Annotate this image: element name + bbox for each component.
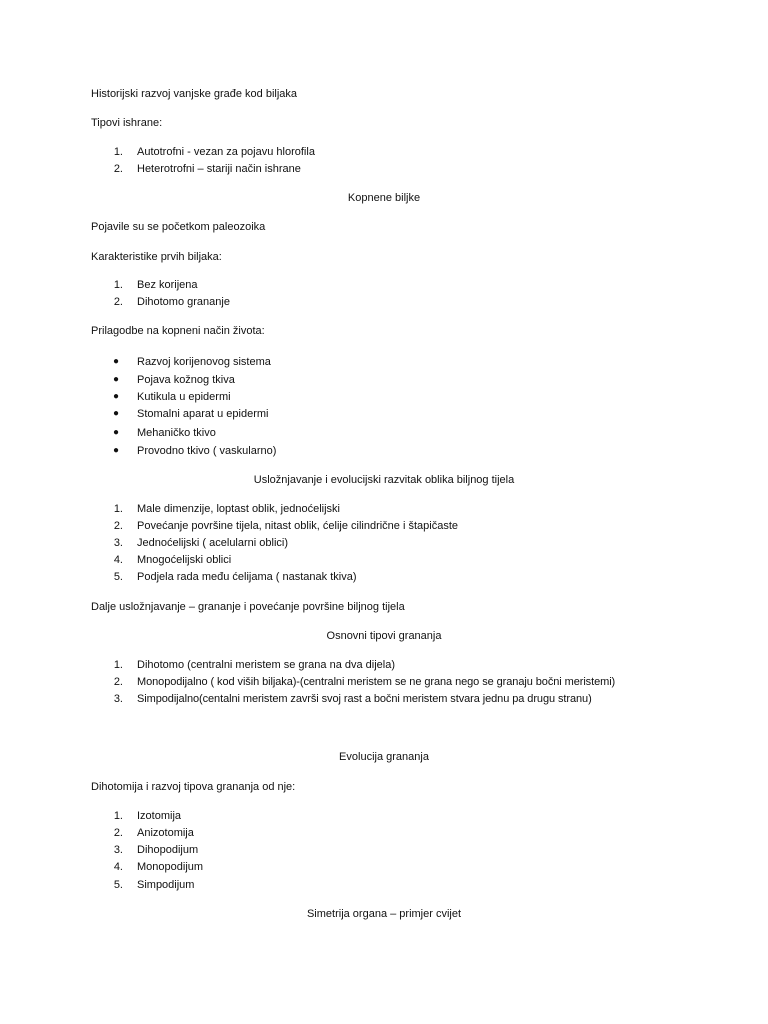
section-heading-symmetry: Simetrija organa – primjer cvijet [306,908,462,920]
list-number: 5. [113,571,123,583]
list-item: Mehaničko tkivo [137,427,216,439]
list-number: 3. [113,693,123,705]
list-item: Anizotomija [137,827,194,839]
list-number: 1. [113,146,123,158]
list-item: Dihotomo (centralni meristem se grana na dva dijela) [137,659,396,671]
bullet-icon: ● [113,356,120,367]
bullet-icon: ● [113,445,120,456]
dichotomy-heading: Dihotomija i razvoj tipova grananja od nje: [91,781,296,793]
list-number: 1. [113,503,123,515]
list-item: Podjela rada među ćelijama ( nastanak tkiva) [137,571,357,583]
bullet-icon: ● [113,391,120,402]
list-item: Pojava kožnog tkiva [137,374,235,386]
bullet-icon: ● [113,408,120,419]
paragraph-appeared: Pojavile su se početkom paleozoika [91,221,266,233]
list-item: Male dimenzije, loptast oblik, jednoćelijski [137,503,340,515]
list-item: Razvoj korijenovog sistema [137,356,271,368]
list-number: 2. [113,296,123,308]
list-item: Bez korijena [137,279,198,291]
nutrition-heading: Tipovi ishrane: [91,117,163,129]
list-item: Dihopodijum [137,844,199,856]
list-item: Jednoćelijski ( acelularni oblici) [137,537,289,549]
list-number: 4. [113,861,123,873]
bullet-icon: ● [113,427,120,438]
list-number: 2. [113,827,123,839]
list-item: Heterotrofni – stariji način ishrane [137,163,301,175]
list-item: Mnogoćelijski oblici [137,554,232,566]
section-heading-branching-types: Osnovni tipovi grananja [326,630,442,642]
list-item: Izotomija [137,810,182,822]
list-item: Dihotomo grananje [137,296,230,308]
paragraph-further-complexity: Dalje usložnjavanje – grananje i povećanje površine biljnog tijela [91,601,405,613]
list-number: 1. [113,279,123,291]
list-number: 4. [113,554,123,566]
list-number: 2. [113,676,123,688]
list-item: Autotrofni - vezan za pojavu hlorofila [137,146,315,158]
list-item: Kutikula u epidermi [137,391,231,403]
list-item: Provodno tkivo ( vaskularno) [137,445,277,457]
document-title: Historijski razvoj vanjske građe kod biljaka [91,88,298,100]
list-item: Monopodijum [137,861,204,873]
list-item: Simpodijalno(centalni meristem završi svoj rast a bočni meristem stvara jednu pa drugu stranu) [137,693,592,705]
list-number: 2. [113,520,123,532]
first-plants-heading: Karakteristike prvih biljaka: [91,251,222,263]
list-item: Povećanje površine tijela, nitast oblik, ćelije cilindrične i štapičaste [137,520,458,532]
list-item: Stomalni aparat u epidermi [137,408,269,420]
list-number: 3. [113,537,123,549]
list-number: 3. [113,844,123,856]
list-item: Simpodijum [137,879,195,891]
list-number: 1. [113,659,123,671]
adaptations-heading: Prilagodbe na kopneni način života: [91,325,265,337]
section-heading-complexity: Usložnjavanje i evolucijski razvitak oblika biljnog tijela [253,474,515,486]
list-number: 2. [113,163,123,175]
section-heading-land-plants: Kopnene biljke [347,192,421,204]
bullet-icon: ● [113,374,120,385]
list-number: 1. [113,810,123,822]
list-number: 5. [113,879,123,891]
list-item: Monopodijalno ( kod viših biljaka)-(centralni meristem se ne grana nego se granaju bočni meristemi) [137,676,616,688]
section-heading-branching-evolution: Evolucija grananja [339,751,429,763]
